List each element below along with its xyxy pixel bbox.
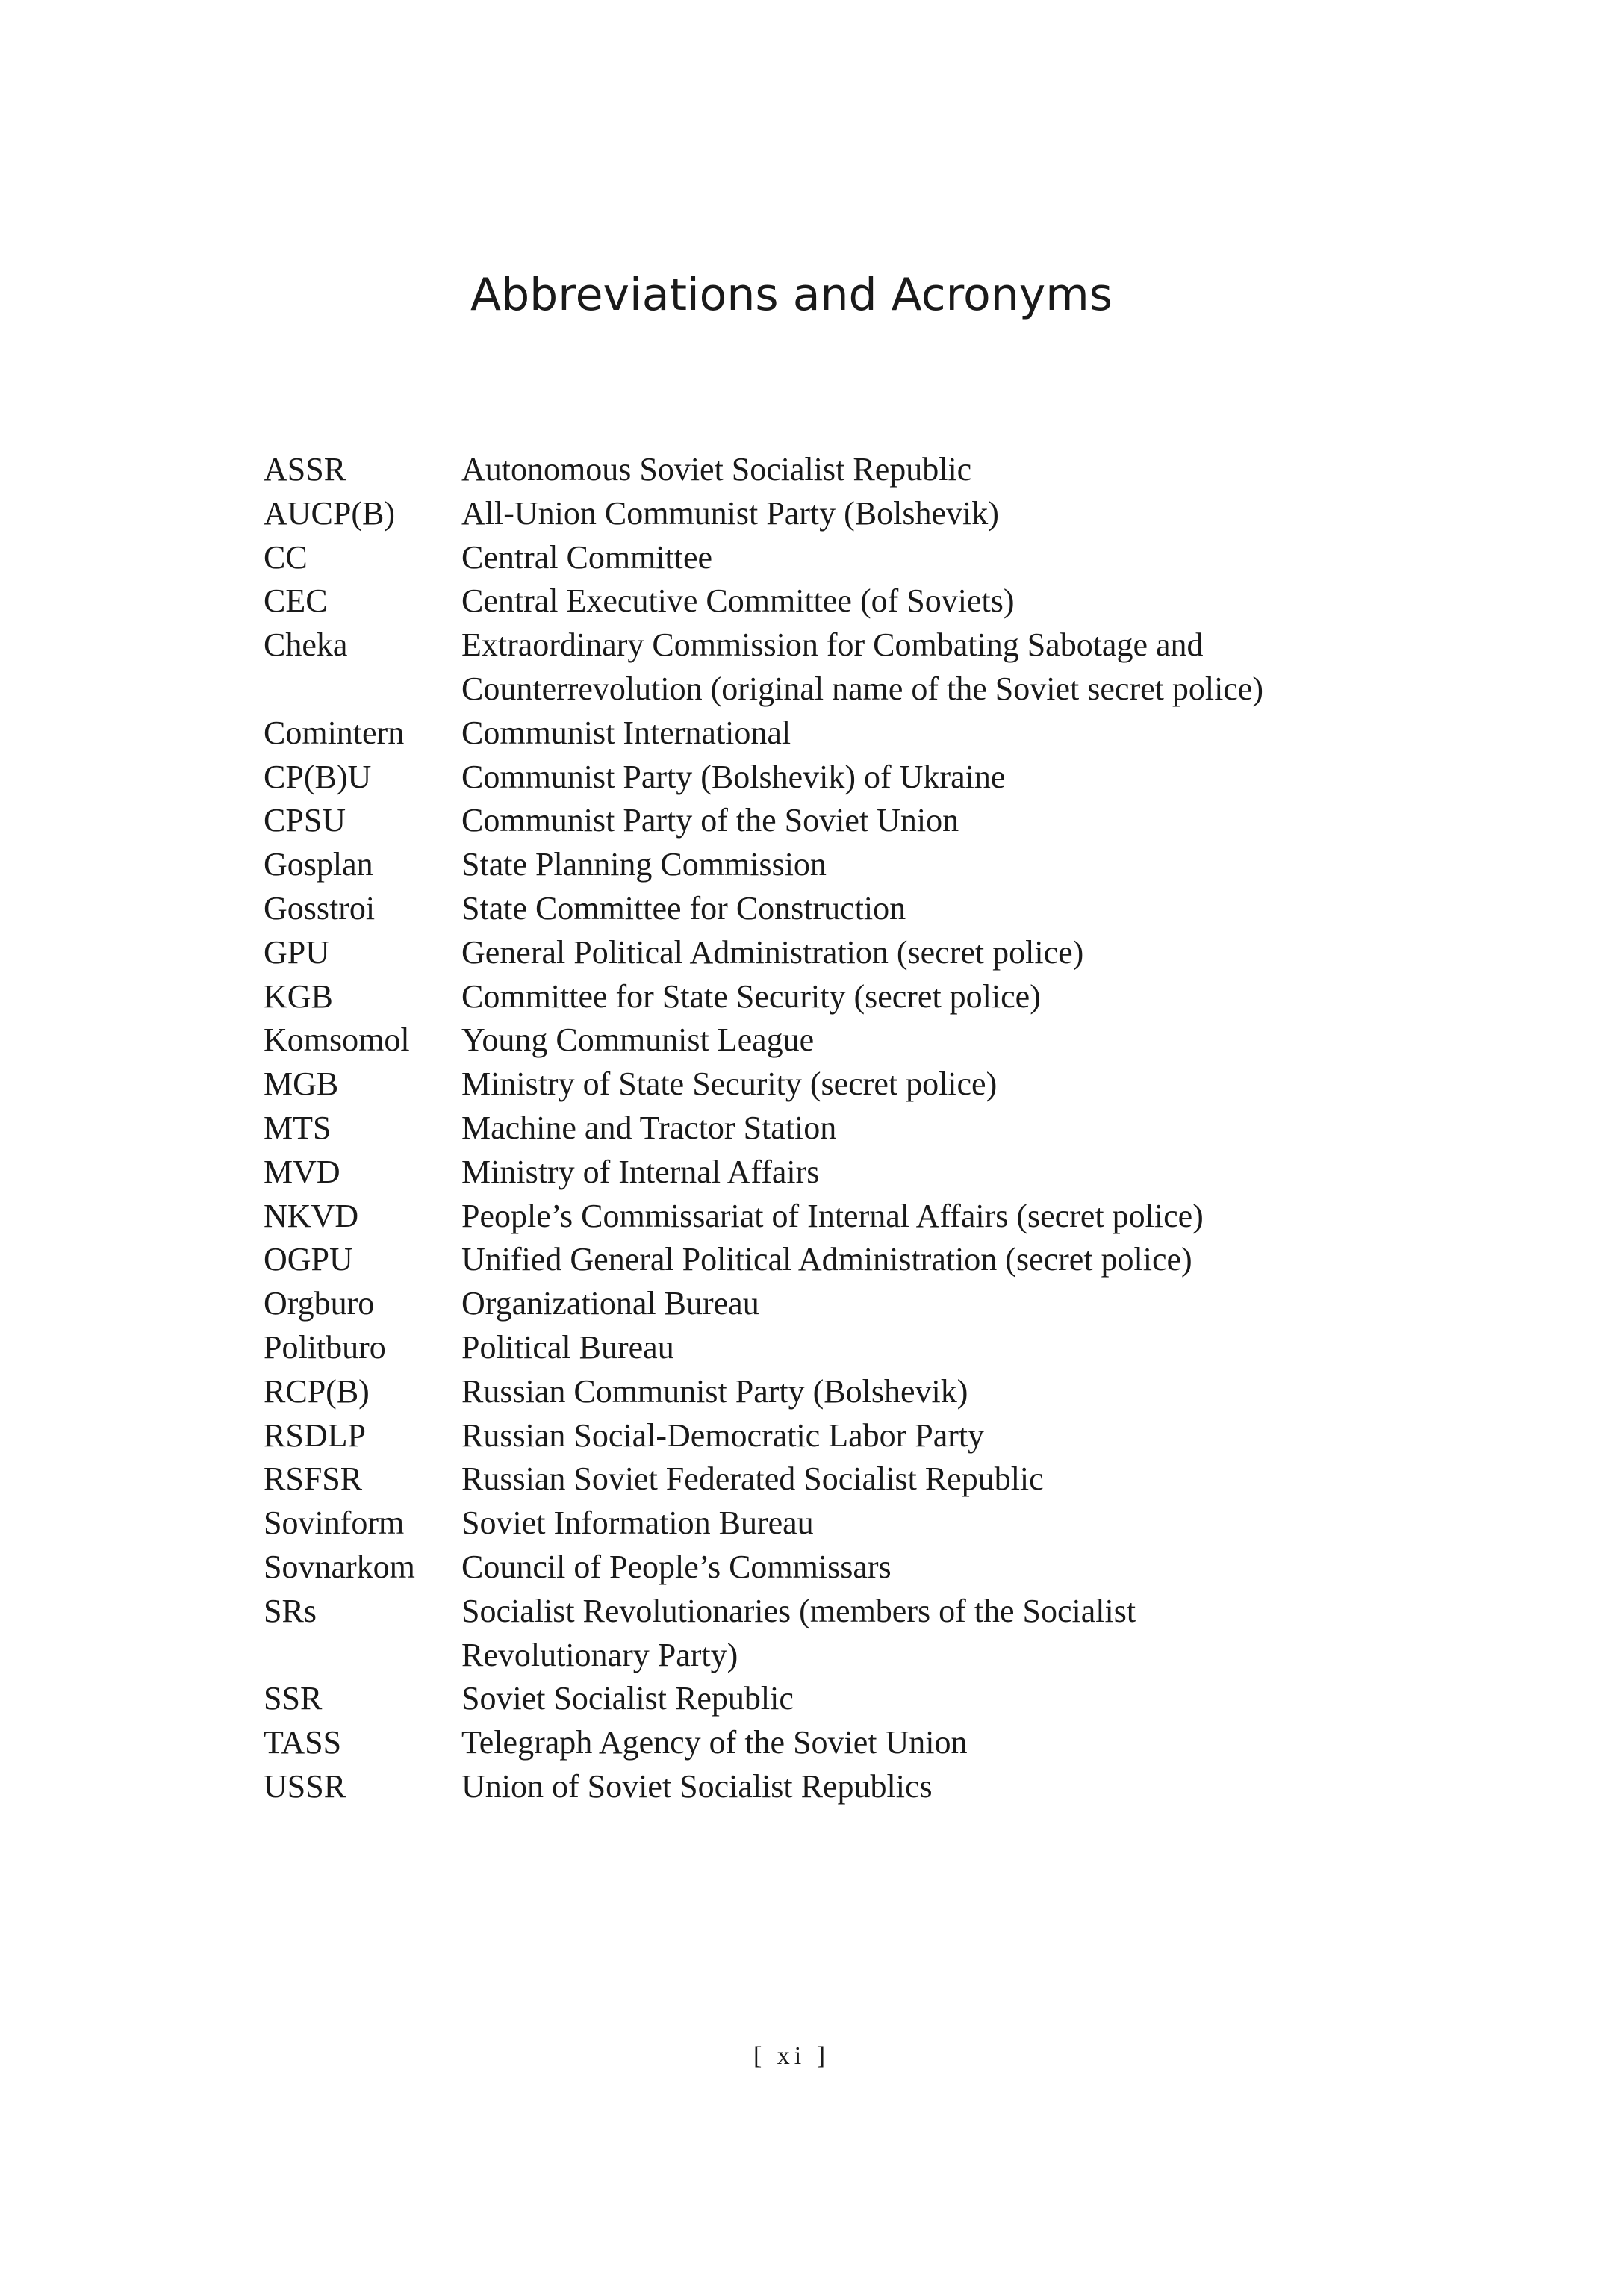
definition-line: Unified General Political Administration (secret police) (461, 1241, 1192, 1278)
definition-line: General Political Administration (secret police) (461, 933, 1084, 971)
abbreviation-term: Sovnarkom (264, 1548, 415, 1585)
abbreviation-term: USSR (264, 1767, 346, 1805)
abbreviation-entry (264, 1546, 1384, 1590)
abbreviation-entry (264, 756, 1384, 800)
page-number: [ xi ] (753, 2042, 830, 2070)
abbreviation-term: RCP(B) (264, 1372, 370, 1410)
abbreviation-term: CEC (264, 582, 328, 620)
abbreviation-definition (461, 1414, 1384, 1458)
abbreviation-entry (264, 1282, 1384, 1326)
abbreviation-definition (461, 1457, 1384, 1502)
abbreviation-entry (264, 1590, 1384, 1678)
abbreviation-term: CP(B)U (264, 758, 372, 795)
abbreviation-definition (461, 1238, 1384, 1282)
abbreviation-entry (264, 887, 1384, 931)
definition-line: Machine and Tractor Station (461, 1109, 837, 1146)
abbreviation-entry (264, 975, 1384, 1019)
abbreviation-entry (264, 623, 1384, 712)
definition-line: Ministry of State Security (secret police) (461, 1065, 998, 1103)
definition-line: State Committee for Construction (461, 889, 906, 927)
abbreviation-term: MVD (264, 1153, 340, 1190)
abbreviation-definition (461, 536, 1384, 580)
abbreviation-term: NKVD (264, 1197, 359, 1234)
abbreviation-entry (264, 1018, 1384, 1063)
abbreviation-entry (264, 1326, 1384, 1370)
definition-line: Young Communist League (461, 1021, 815, 1059)
abbreviation-entry (264, 448, 1384, 492)
abbreviation-definition (461, 1063, 1384, 1107)
abbreviation-entry (264, 1677, 1384, 1721)
abbreviation-definition (461, 1502, 1384, 1546)
definition-line: Telegraph Agency of the Soviet Union (461, 1724, 968, 1761)
abbreviation-definition (461, 712, 1384, 756)
abbreviation-definition (461, 448, 1384, 492)
abbreviation-term: GPU (264, 933, 330, 971)
definition-line: Central Executive Committee (of Soviets) (461, 582, 1015, 620)
definition-line: All-Union Communist Party (Bolshevik) (461, 494, 999, 532)
abbreviation-term: RSFSR (264, 1460, 363, 1498)
abbreviation-term: Politburo (264, 1328, 386, 1366)
definition-line: State Planning Commission (461, 846, 827, 883)
abbreviation-term: CC (264, 538, 308, 576)
abbreviation-entry (264, 1721, 1384, 1765)
abbreviation-entry (264, 1195, 1384, 1239)
abbreviation-entry (264, 1063, 1384, 1107)
abbreviation-term: Gosstroi (264, 889, 376, 927)
abbreviation-entry (264, 843, 1384, 887)
abbreviation-term: KGB (264, 977, 333, 1015)
definition-line: Union of Soviet Socialist Republics (461, 1767, 933, 1805)
abbreviation-term: SSR (264, 1680, 323, 1717)
abbreviation-entry (264, 536, 1384, 580)
definition-line: Extraordinary Commission for Combating Sabotage and (461, 626, 1204, 664)
abbreviation-entry (264, 1502, 1384, 1546)
abbreviation-term: MGB (264, 1065, 339, 1103)
abbreviation-entry (264, 799, 1384, 843)
abbreviation-definition (461, 756, 1384, 800)
abbreviation-term: ASSR (264, 451, 346, 488)
abbreviation-term: Orgburo (264, 1285, 375, 1322)
abbreviation-term: Sovinform (264, 1505, 405, 1542)
definition-line: Russian Communist Party (Bolshevik) (461, 1372, 968, 1410)
abbreviation-definition (461, 799, 1384, 843)
page-title: Abbreviations and Acronyms (470, 269, 1113, 321)
abbreviation-entry (264, 1238, 1384, 1282)
definition-line: Soviet Information Bureau (461, 1505, 814, 1542)
abbreviation-term: Gosplan (264, 846, 373, 883)
abbreviation-definition (461, 1370, 1384, 1414)
abbreviation-term: AUCP(B) (264, 494, 396, 532)
abbreviation-definition (461, 1282, 1384, 1326)
abbreviation-entry (264, 1107, 1384, 1151)
abbreviation-definition (461, 843, 1384, 887)
definition-line: Autonomous Soviet Socialist Republic (461, 451, 972, 488)
abbreviation-entry (264, 931, 1384, 975)
definition-line: Communist International (461, 714, 791, 751)
definition-line: Central Committee (461, 538, 713, 576)
abbreviation-term: SRs (264, 1592, 317, 1629)
definition-line: Soviet Socialist Republic (461, 1680, 794, 1717)
definition-line: Political Bureau (461, 1328, 674, 1366)
abbreviation-definition (461, 887, 1384, 931)
definition-line: Committee for State Security (secret police) (461, 977, 1041, 1015)
abbreviation-entry (264, 1370, 1384, 1414)
abbreviation-entry (264, 1457, 1384, 1502)
abbreviation-definition (461, 975, 1384, 1019)
abbreviation-term: MTS (264, 1109, 332, 1146)
abbreviation-definition (461, 1018, 1384, 1063)
abbreviation-entry (264, 579, 1384, 623)
abbreviation-entry (264, 492, 1384, 536)
definition-line: Russian Social-Democratic Labor Party (461, 1416, 985, 1454)
definition-line: Council of People’s Commissars (461, 1548, 892, 1585)
definition-line: Communist Party of the Soviet Union (461, 802, 959, 839)
abbreviation-term: CPSU (264, 802, 346, 839)
abbreviation-definition (461, 579, 1384, 623)
definition-line: Counterrevolution (original name of the Soviet secret police) (461, 670, 1264, 707)
abbreviation-entry (264, 1151, 1384, 1195)
definition-line: Communist Party (Bolshevik) of Ukraine (461, 758, 1006, 795)
abbreviation-definition (461, 1326, 1384, 1370)
abbreviation-definition (461, 1151, 1384, 1195)
abbreviation-definition (461, 1721, 1384, 1765)
abbreviation-definition (461, 1765, 1384, 1809)
abbreviation-definition (461, 492, 1384, 536)
abbreviation-term: RSDLP (264, 1416, 366, 1454)
abbreviation-definition (461, 1107, 1384, 1151)
abbreviation-definition (461, 1677, 1384, 1721)
definition-line: Russian Soviet Federated Socialist Republic (461, 1460, 1044, 1498)
definition-line: Organizational Bureau (461, 1285, 759, 1322)
abbreviation-term: Cheka (264, 626, 348, 664)
abbreviation-definition (461, 623, 1384, 712)
abbreviation-entry (264, 1765, 1384, 1809)
abbreviation-definition (461, 931, 1384, 975)
abbreviation-term: TASS (264, 1724, 342, 1761)
definition-line: Revolutionary Party) (461, 1636, 738, 1673)
definition-line: People’s Commissariat of Internal Affairs (secret police) (461, 1197, 1204, 1234)
abbreviation-term: OGPU (264, 1241, 353, 1278)
abbreviation-list (264, 448, 1384, 1809)
abbreviation-entry (264, 712, 1384, 756)
abbreviation-definition (461, 1546, 1384, 1590)
abbreviation-term: Komsomol (264, 1021, 410, 1059)
abbreviation-term: Comintern (264, 714, 405, 751)
abbreviation-entry (264, 1414, 1384, 1458)
abbreviation-definition (461, 1590, 1384, 1678)
definition-line: Socialist Revolutionaries (members of the Socialist (461, 1592, 1136, 1629)
abbreviation-definition (461, 1195, 1384, 1239)
definition-line: Ministry of Internal Affairs (461, 1153, 820, 1190)
